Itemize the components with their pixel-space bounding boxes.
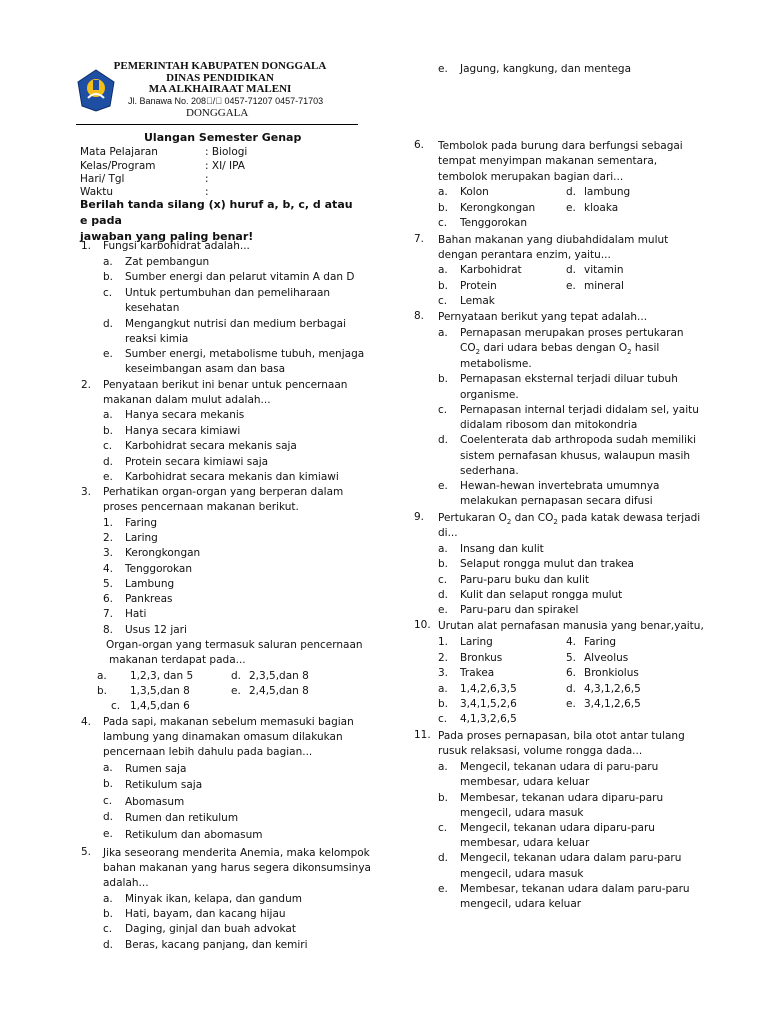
option-text: Pernapasan eksternal terjadi diluar tubuh [460,373,678,385]
option-text: Protein [460,280,497,292]
option-text: Retikulum saja [125,779,203,791]
option-letter: a. [438,186,448,198]
option-letter: a. [103,256,113,268]
option-letter: a. [438,683,448,695]
instructions [80,197,360,245]
option-text: organisme. [460,389,519,401]
list-item: 3. [103,547,114,559]
option-letter: c. [438,404,448,416]
question-stem: bahan makanan yang harus segera dikonsumsinya [103,862,371,874]
option-text: Minyak ikan, kelapa, dan gandum [125,893,302,905]
question-stem: makanan dalam mulut adalah... [103,394,271,406]
list-item-text: Bronkiolus [584,667,639,679]
subscript: 2 [475,348,481,357]
option-letter: d. [438,852,449,864]
option-letter: a. [103,409,113,421]
option-letter: b. [103,908,114,920]
question-stem: Fungsi karbohidrat adalah... [103,240,250,252]
question-stem: rusuk relaksasi, volume rongga dada... [438,745,643,757]
list-item-text: Faring [125,517,158,529]
question-stem: makanan terdapat pada... [109,654,246,666]
option-letter: e. [438,883,448,895]
option-letter: b. [103,425,114,437]
instructions-line: jawaban yang paling benar! [80,230,254,243]
option-letter: c. [438,574,448,586]
question-stem: lambung yang dinamakan omasum dilakukan [103,731,343,743]
option-text: kloaka [584,202,619,214]
option-text: 1,4,2,6,3,5 [460,683,517,695]
question-stem: pencernaan lebih dahulu pada bagian... [103,746,313,758]
list-item-text: Faring [584,636,617,648]
letterhead-address: Jl. Banawa No. 208 /  0457-71207 0457-71703 [128,96,324,106]
list-item-text: Trakea [460,667,495,679]
formula-text: pada katak dewasa terjadi [557,512,701,524]
option-letter: e. [103,348,113,360]
subscript: 2 [506,518,512,527]
option-text: Untuk pertumbuhan dan pemeliharaan [125,287,331,299]
question-number: 11. [414,729,431,741]
question-stem: Perhatikan organ-organ yang berperan dalam [103,486,344,498]
question-number: 3. [81,486,92,498]
question-stem: Urutan alat pernafasan manusia yang benar,yaitu, [438,620,704,632]
option-text: Mengecil, tekanan udara di paru-paru [460,761,659,773]
list-item: 1. [438,636,449,648]
question-number: 1. [81,240,92,252]
option-text: Karbohidrat [460,264,522,276]
question-stem: proses pencernaan makanan berikut. [103,501,299,513]
option-text: Insang dan kulit [460,543,544,555]
list-item: 1. [103,517,114,529]
formula-text: hasil [631,342,660,354]
option-text: sederhana. [460,465,519,477]
option-letter: d. [103,318,114,330]
question-number: 2. [81,379,92,391]
option-letter: d. [231,670,242,682]
option-text: Paru-paru buku dan kulit [460,574,589,586]
option-text: Mengangkut nutrisi dan medium berbagai [125,318,346,330]
question-stem: Bahan makanan yang diubahdidalam mulut [438,234,669,246]
option-letter: d. [103,939,114,951]
option-letter: b. [438,280,449,292]
option-text: Hati, bayam, dan kacang hijau [125,908,286,920]
option-text: Hanya secara mekanis [125,409,245,421]
question-number: 5. [81,846,92,858]
option-letter: b. [438,792,449,804]
formula-text: CO [460,342,476,354]
subscript: 2 [553,518,558,527]
option-text: 1,2,3, dan 5 [130,670,194,682]
letterhead-line-1: PEMERINTAH KABUPATEN DONGGALA [113,60,327,72]
option-letter: b. [438,373,449,385]
question-stem: Jika seseorang menderita Anemia, maka kelompok [103,847,370,859]
option-letter: c. [103,923,113,935]
option-text: mengecil, udara masuk [460,807,584,819]
list-item-text: Laring [125,532,158,544]
option-text: Membesar, tekanan udara dalam paru-paru [460,883,690,895]
question-stem: tembolok merupakan bagian dari... [438,171,624,183]
option-letter: e. [566,280,576,292]
meta-label: Waktu [80,186,113,198]
option-letter: c. [111,700,121,712]
option-letter: c. [438,822,448,834]
instructions-line: Berilah tanda silang (x) huruf a, b, c, d atau e pada [80,198,353,227]
option-letter: b. [97,685,108,697]
list-item-text: Lambung [125,578,175,590]
list-item: 5. [103,578,114,590]
formula-text: dari udara bebas dengan O [480,342,628,354]
letterhead-line-3: MA ALKHAIRAAT MALENI [148,83,292,95]
question-number: 6. [414,139,425,151]
option-text: mengecil, udara keluar [460,898,582,910]
option-letter: a. [438,761,448,773]
option-letter: c. [438,217,448,229]
option-text: Sumber energi dan pelarut vitamin A dan D [125,271,355,283]
option-letter: e. [438,604,448,616]
option-text: Coelenterata dab arthropoda sudah memiliki [460,434,697,446]
option-text: Lemak [460,295,495,307]
option-text: lambung [584,186,631,198]
option-text: Kolon [460,186,489,198]
option-letter: c. [103,287,113,299]
meta-label: Hari/ Tgl [80,173,125,185]
option-letter: b. [103,778,114,790]
option-text: Tenggorokan [460,217,527,229]
option-text: 1,4,5,dan 6 [130,700,190,712]
option-letter: d. [438,434,449,446]
option-text: Hewan-hewan invertebrata umumnya [460,480,660,492]
option-letter: d. [103,456,114,468]
option-text: Selaput rongga mulut dan trakea [460,558,634,570]
option-text: Retikulum dan abomasum [125,829,263,841]
option-text: vitamin [584,264,624,276]
option-text: Membesar, tekanan udara diparu-paru [460,792,664,804]
meta-label: Mata Pelajaran [80,146,158,158]
option-text: sistem pernafasan khusus, walaupun masih [460,450,691,462]
option-text: Jagung, kangkung, dan mentega [460,63,632,75]
option-letter: c. [103,795,113,807]
question-stem: Pernyataan berikut yang tepat adalah... [438,311,648,323]
list-item: 8. [103,624,114,636]
option-letter: b. [438,558,449,570]
option-letter: a. [438,543,448,555]
option-letter: b. [438,202,449,214]
option-letter: e. [103,828,113,840]
option-letter: a. [103,762,113,774]
option-text: 3,4,1,5,2,6 [460,698,517,710]
question-stem: Organ-organ yang termasuk saluran pencernaan [106,639,363,651]
option-letter: b. [438,698,449,710]
list-item-text: Tenggorokan [125,563,192,575]
question-number: 9. [414,511,425,523]
option-text: membesar, udara keluar [460,776,590,788]
list-item-text: Alveolus [584,652,629,664]
option-letter: e. [438,480,448,492]
option-letter: a. [97,670,107,682]
option-letter: d. [566,264,577,276]
option-text: kesehatan [125,302,180,314]
option-text: metabolisme. [460,358,532,370]
option-text: Pernapasan internal terjadi didalam sel, yaitu [460,404,699,416]
option-text: Kulit dan selaput rongga mulut [460,589,623,601]
option-text: Mengecil, tekanan udara dalam paru-paru [460,852,682,864]
list-item: 5. [566,652,577,664]
meta-label: Kelas/Program [80,160,156,172]
question-stem: Tembolok pada burung dara berfungsi sebagai [438,140,683,152]
list-item-text: Hati [125,608,147,620]
option-text: Daging, ginjal dan buah advokat [125,923,296,935]
question-stem [438,511,700,530]
meta-value: : [205,173,209,185]
list-item: 3. [438,667,449,679]
meta-value: : XI/ IPA [205,160,245,172]
option-text: mineral [584,280,624,292]
question-stem: dengan perantara enzim, yaitu... [438,249,611,261]
option-text: Kerongkongan [460,202,536,214]
option-text: membesar, udara keluar [460,837,590,849]
option-text: Mengecil, tekanan udara diparu-paru [460,822,655,834]
option-text: Sumber energi, metabolisme tubuh, menjaga [125,348,365,360]
option-text: Zat pembangun [125,256,210,268]
exam-title: Ulangan Semester Genap [144,131,302,144]
formula-text: Pertukaran O [438,512,507,524]
list-item-text: Kerongkongan [125,547,201,559]
question-stem: adalah... [103,877,149,889]
question-stem: Pada proses pernapasan, bila otot antar tulang [438,730,685,742]
option-letter: a. [103,893,113,905]
option-text: 3,4,1,2,6,5 [584,698,641,710]
option-letter: e. [566,698,576,710]
letterhead-line-2: DINAS PENDIDIKAN [166,72,274,84]
question-stem: Penyataan berikut ini benar untuk pencernaan [103,379,348,391]
option-letter: d. [566,186,577,198]
list-item-text: Laring [460,636,493,648]
meta-value: : [205,186,209,198]
question-stem: tempat menyimpan makanan sementara, [438,155,658,167]
option-letter: e. [438,63,448,75]
option-letter: c. [438,713,448,725]
option-text: Rumen dan retikulum [125,812,239,824]
question-number: 10. [414,619,431,631]
option-letter: e. [103,471,113,483]
list-item: 4. [103,563,114,575]
option-text: Beras, kacang panjang, dan kemiri [125,939,308,951]
list-item: 2. [103,532,114,544]
option-letter: e. [566,202,576,214]
meta-value: : Biologi [205,146,248,158]
option-letter: d. [566,683,577,695]
letterhead-city: DONGGALA [186,107,249,119]
option-text: reaksi kimia [125,333,189,345]
option-text: keseimbangan asam dan basa [125,363,286,375]
question-stem: Pada sapi, makanan sebelum memasuki bagian [103,716,354,728]
option-text: Karbohidrat secara mekanis saja [125,440,297,452]
list-item: 7. [103,608,114,620]
option-text: Rumen saja [125,763,187,775]
formula-text: dan CO [511,512,554,524]
option-text: 4,1,3,2,6,5 [460,713,517,725]
list-item: 4. [566,636,577,648]
option-text: 1,3,5,dan 8 [130,685,190,697]
option-text: 2,3,5,dan 8 [249,670,309,682]
option-letter: b. [103,271,114,283]
question-number: 8. [414,310,425,322]
option-text: mengecil, udara masuk [460,868,584,880]
option-text: Karbohidrat secara mekanis dan kimiawi [125,471,339,483]
option-text: melakukan pernapasan secara difusi [460,495,653,507]
option-text: Pernapasan merupakan proses pertukaran [460,327,684,339]
option-text: Paru-paru dan spirakel [460,604,579,616]
option-letter: e. [231,685,241,697]
subscript: 2 [627,348,632,357]
list-item: 6. [566,667,577,679]
option-letter: c. [103,440,113,452]
list-item: 2. [438,652,449,664]
option-letter: d. [103,811,114,823]
letterhead [82,60,358,128]
list-item-text: Bronkus [460,652,503,664]
option-letter: a. [438,264,448,276]
letterhead-divider [76,124,358,125]
option-text: Abomasum [125,796,185,808]
question-number: 4. [81,716,92,728]
option-text: Protein secara kimiawi saja [125,456,269,468]
option-letter: a. [438,327,448,339]
option-letter: c. [438,295,448,307]
list-item-text: Usus 12 jari [125,624,187,636]
question-stem: di... [438,527,458,539]
option-text: 4,3,1,2,6,5 [584,683,641,695]
option-text: didalam ribosom dan mitokondria [460,419,638,431]
list-item-text: Pankreas [125,593,173,605]
option-letter: d. [438,589,449,601]
option-text: 2,4,5,dan 8 [249,685,309,697]
question-number: 7. [414,233,425,245]
list-item: 6. [103,593,114,605]
option-text: Hanya secara kimiawi [125,425,241,437]
